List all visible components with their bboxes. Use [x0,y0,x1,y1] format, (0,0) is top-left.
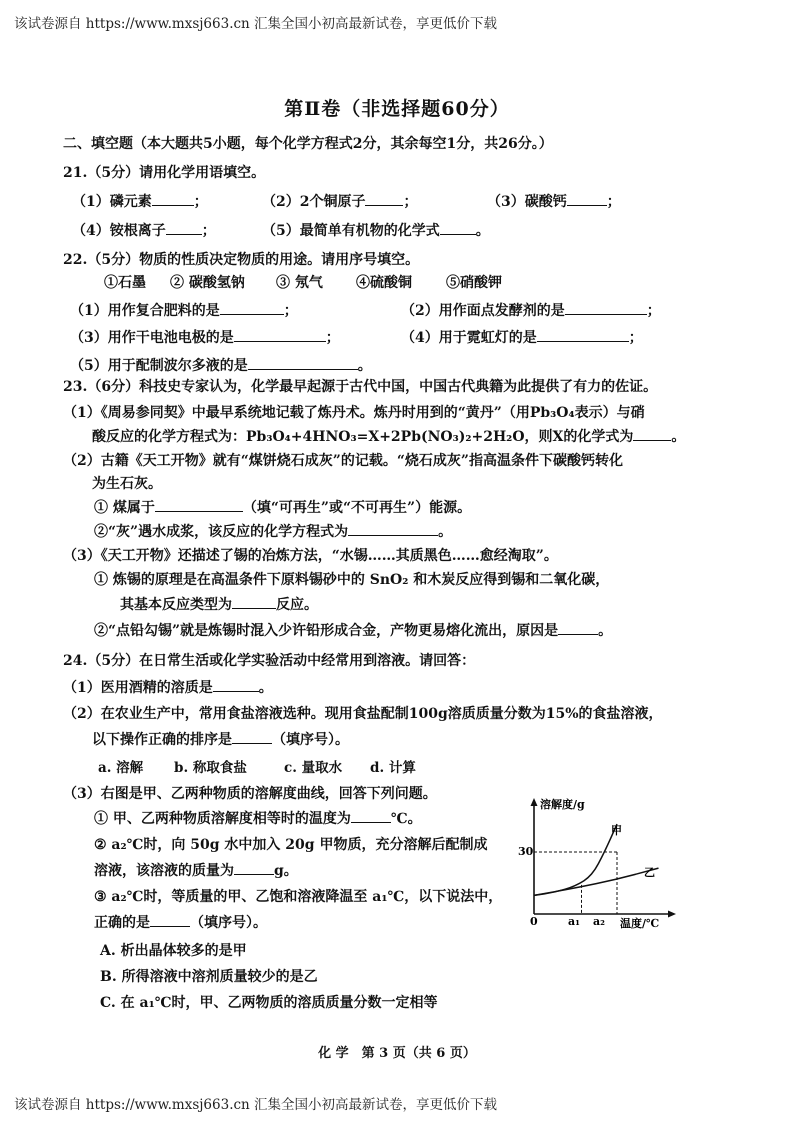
answer-blank[interactable] [567,191,607,206]
q24-step-c: c. 量取水 [284,760,343,776]
answer-blank[interactable] [633,426,671,441]
q22-option-2: ② 碳酸氢钠 [170,275,245,291]
q24-part3-sub1: ① 甲、乙两种物质溶解度相等时的温度为 ℃。 [94,808,422,828]
q21-part2: （2）2个铜原子 ； [262,191,417,211]
series-label-jia: 甲 [611,824,622,837]
q23-part2-sub1: ① 煤属于 （填“可再生”或“不可再生”）能源。 [94,497,471,517]
q23-stem: 23.（6分）科技史专家认为，化学最早起源于古代中国，中国古代典籍为此提供了有力的佐证。 [63,379,658,395]
answer-blank[interactable] [155,497,243,512]
y-axis-arrow [531,798,538,806]
q24-option-a: A. 析出晶体较多的是甲 [100,943,247,959]
answer-blank[interactable] [248,355,358,370]
x-axis-arrow [668,911,676,918]
answer-blank[interactable] [166,220,202,235]
q23-part3: （3）《天工开物》还描述了锡的冶炼方法，“水锡……其质黑色……愈经淘取”。 [63,548,558,564]
q24-step-a: a. 溶解 [98,760,144,776]
q21-part5: （5）最简单有机物的化学式 。 [262,220,490,240]
q22-part3: （3）用作干电池电极的是 ； [70,327,340,347]
series-line-jia [534,824,617,895]
x-axis-label: 温度/℃ [620,917,660,930]
answer-blank[interactable] [232,594,276,609]
answer-blank[interactable] [365,191,403,206]
q23-part2-line2: 为生石灰。 [92,476,162,492]
page-footer: 化 学 第 3 页（共 6 页） [318,1046,476,1061]
answer-blank[interactable] [537,327,629,342]
series-line-yi [534,868,659,895]
answer-blank[interactable] [152,191,194,206]
q22-part5: （5）用于配制波尔多液的是 。 [70,355,372,375]
answer-blank[interactable] [351,808,391,823]
answer-blank[interactable] [232,729,272,744]
q21-part1: （1）磷元素 ； [72,191,208,211]
q23-part2-sub2: ②“灰”遇水成浆，该反应的化学方程式为 。 [94,521,452,541]
q24-part3: （3）右图是甲、乙两种物质的溶解度曲线，回答下列问题。 [63,786,437,802]
answer-blank[interactable] [440,220,476,235]
q24-option-c: C. 在 a₁℃时，甲、乙两物质的溶质质量分数一定相等 [100,995,438,1011]
q24-part3-sub3-line2: 正确的是 （填序号）。 [94,912,267,932]
q23-part3-sub1-line1: ① 炼锡的原理是在高温条件下原料锡砂中的 SnO₂ 和木炭反应得到锡和二氧化碳， [94,572,610,588]
q23-part3-sub2: ②“点铅勾锡”就是炼锡时混入少许铅形成合金，产物更易熔化流出，原因是 。 [94,620,612,640]
answer-blank[interactable] [558,620,598,635]
answer-blank[interactable] [234,860,274,875]
answer-blank[interactable] [213,677,259,692]
chart-axes [531,798,677,918]
answer-blank[interactable] [565,300,647,315]
q22-option-3: ③ 氖气 [276,275,323,291]
answer-blank[interactable] [220,300,284,315]
q23-part1-line2: 酸反应的化学方程式为：Pb₃O₄+4HNO₃=X+2Pb(NO₃)₂+2H₂O，则X的化学式为 。 [92,426,685,446]
x-tick-a2: a₂ [593,915,605,928]
q21-stem: 21.（5分）请用化学用语填空。 [63,165,266,181]
q21-part4: （4）铵根离子 ； [72,220,216,240]
chart-series [534,824,659,895]
q22-option-5: ⑤硝酸钾 [446,275,502,291]
q24-part3-sub3-line1: ③ a₂℃时，等质量的甲、乙饱和溶液降温至 a₁℃，以下说法中， [94,889,503,905]
q22-stem: 22.（5分）物质的性质决定物质的用途。请用序号填空。 [63,252,420,268]
q22-part2: （2）用作面点发酵剂的是 ； [401,300,661,320]
chart-guides [534,852,617,914]
y-tick-30: 30 [518,845,534,858]
q22-option-1: ①石墨 [104,275,146,291]
q24-part3-sub2-line1: ② a₂℃时，向 50g 水中加入 20g 甲物质，充分溶解后配制成 [94,837,488,853]
q21-part3: （3）碳酸钙 ； [487,191,621,211]
x-tick-a1: a₁ [568,915,580,928]
q24-part3-sub2-line2: 溶液，该溶液的质量为 g。 [94,860,298,880]
q24-stem: 24.（5分）在日常生活或化学实验活动中经常用到溶液。请回答： [63,653,476,669]
source-banner-top: 该试卷源自 https://www.mxsj663.cn 汇集全国小初高最新试卷，享更低价下载 [14,16,498,32]
solubility-chart [520,792,680,942]
series-label-yi: 乙 [644,866,655,879]
q24-part1: （1）医用酒精的溶质是 。 [63,677,273,697]
q22-part1: （1）用作复合肥料的是 ； [70,300,298,320]
section-2-heading: 二、填空题（本大题共5小题，每个化学方程式2分，其余每空1分，共26分。） [63,136,553,152]
q24-step-d: d. 计算 [370,760,416,776]
q23-part1-line1: （1）《周易参同契》中最早系统地记载了炼丹术。炼丹时用到的“黄丹”（用Pb₃O₄表示）与硝 [63,405,645,421]
origin-label: 0 [530,915,538,928]
q22-option-4: ④硫酸铜 [356,275,412,291]
source-banner-bottom: 该试卷源自 https://www.mxsj663.cn 汇集全国小初高最新试卷，享更低价下载 [14,1097,498,1113]
answer-blank[interactable] [150,912,190,927]
q24-step-b: b. 称取食盐 [174,760,247,776]
y-axis-label: 溶解度/g [540,798,585,811]
q23-part3-sub1-line2: 其基本反应类型为 反应。 [120,594,318,614]
q24-part2-line2: 以下操作正确的排序是 （填序号）。 [92,729,349,749]
answer-blank[interactable] [348,521,438,536]
q24-option-b: B. 所得溶液中溶剂质量较少的是乙 [100,969,318,985]
q24-part2-line1: （2）在农业生产中，常用食盐溶液选种。现用食盐配制100g溶质质量分数为15%的食盐溶液， [63,706,663,722]
q22-part4: （4）用于霓虹灯的是 ； [401,327,643,347]
q23-part2-line1: （2）古籍《天工开物》就有“煤饼烧石成灰”的记载。“烧石成灰”指高温条件下碳酸钙转化 [63,453,623,469]
section-title: 第Ⅱ卷（非选择题60分） [284,98,510,120]
answer-blank[interactable] [234,327,326,342]
